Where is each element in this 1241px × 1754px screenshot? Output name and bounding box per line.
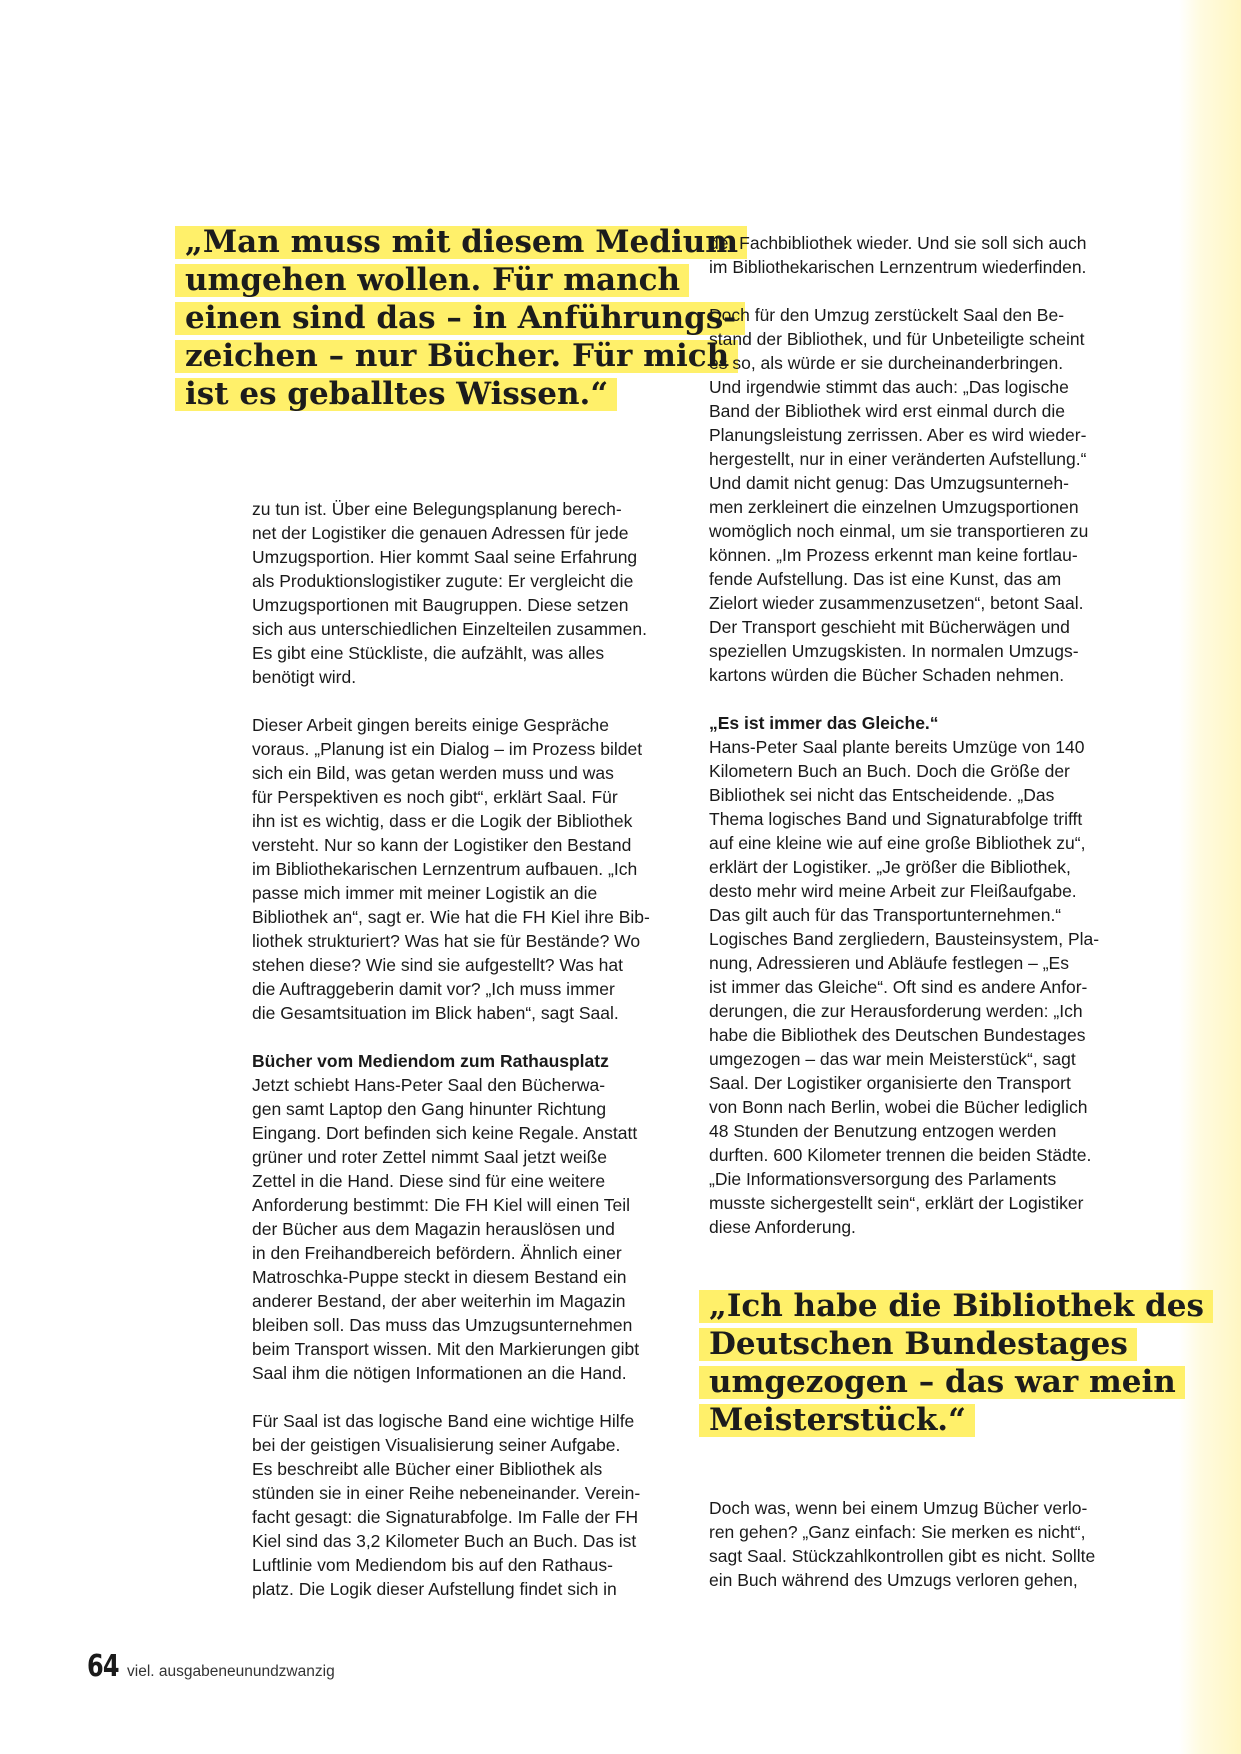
text-line: passe mich immer mit meiner Logistik an die: [252, 883, 598, 903]
text-line: umgehen wollen. Für manch: [175, 264, 689, 297]
text-line: versteht. Nur so kann der Logistiker den Bestand: [252, 835, 632, 855]
text-line: Umzugsportionen mit Baugruppen. Diese setzen: [252, 595, 629, 615]
text-line: Für Saal ist das logische Band eine wichtige Hilfe: [252, 1411, 635, 1431]
text-line: Und damit nicht genug: Das Umzugsunterneh-: [709, 473, 1069, 493]
pull-quote-1: [185, 226, 747, 416]
text-line: Anforderung bestimmt: Die FH Kiel will einen Teil: [252, 1195, 631, 1215]
text-line: im Bibliothekarischen Lernzentrum wiederfinden.: [709, 257, 1087, 277]
text-line: „Die Informationsversorgung des Parlaments: [709, 1169, 1057, 1189]
text-line: ist immer das Gleiche“. Oft sind es andere Anfor-: [709, 977, 1088, 997]
right-column: [709, 231, 1139, 1239]
right-paragraph-3: [709, 735, 1139, 1239]
text-line: „Man muss mit diesem Medium: [175, 226, 747, 259]
text-line: der Bücher aus dem Magazin herauslösen und: [252, 1219, 615, 1239]
right-paragraph-4: [709, 1496, 1139, 1592]
text-line: liothek strukturiert? Was hat sie für Bestände? Wo: [252, 931, 641, 951]
text-line: als Produktionslogistiker zugute: Er vergleicht die: [252, 571, 634, 591]
text-line: Saal ihm die nötigen Informationen an die Hand.: [252, 1363, 627, 1383]
left-paragraph-1: [252, 497, 682, 689]
text-line: die Auftraggeberin damit vor? „Ich muss immer: [252, 979, 615, 999]
text-line: habe die Bibliothek des Deutschen Bundestages: [709, 1025, 1086, 1045]
text-line: 48 Stunden der Benutzung entzogen werden: [709, 1121, 1057, 1141]
text-line: die Gesamtsituation im Blick haben“, sagt Saal.: [252, 1003, 619, 1023]
text-line: Logisches Band zergliedern, Bausteinsystem, Pla-: [709, 929, 1100, 949]
text-line: Thema logisches Band und Signaturabfolge trifft: [709, 809, 1083, 829]
text-line: bleiben soll. Das muss das Umzugsunternehmen: [252, 1315, 633, 1335]
text-line: Es beschreibt alle Bücher einer Bibliothek als: [252, 1459, 603, 1479]
text-line: stehen diese? Wie sind sie aufgestellt? Was hat: [252, 955, 623, 975]
text-line: musste sichergestellt sein“, erklärt der Logistiker: [709, 1193, 1084, 1213]
text-line: umgezogen – das war mein Meisterstück“, sagt: [709, 1049, 1076, 1069]
side-color-stripe: [1179, 0, 1241, 1754]
text-line: sich aus unterschiedlichen Einzelteilen zusammen.: [252, 619, 647, 639]
left-paragraph-2: [252, 713, 682, 1025]
text-line: derungen, die zur Herausforderung werden: „Ich: [709, 1001, 1083, 1021]
text-line: Das gilt auch für das Transportunternehmen.“: [709, 905, 1062, 925]
left-paragraph-3: [252, 1073, 682, 1385]
text-line: anderer Bestand, der aber weiterhin im Magazin: [252, 1291, 626, 1311]
text-line: Es gibt eine Stückliste, die aufzählt, was alles: [252, 643, 605, 663]
text-line: diese Anforderung.: [709, 1217, 856, 1237]
text-line: in den Freihandbereich befördern. Ähnlich einer: [252, 1243, 622, 1263]
text-line: für Perspektiven es noch gibt“, erklärt Saal. Für: [252, 787, 618, 807]
text-line: platz. Die Logik dieser Aufstellung findet sich in: [252, 1579, 617, 1599]
text-line: benötigt wird.: [252, 667, 357, 687]
text-line: facht gesagt: die Signaturabfolge. Im Falle der FH: [252, 1507, 639, 1527]
text-line: beim Transport wissen. Mit den Markierungen gibt: [252, 1339, 640, 1359]
right-column-end: [709, 1496, 1139, 1592]
left-subheading: Bücher vom Mediendom zum Rathausplatz: [252, 1051, 609, 1071]
text-line: Saal. Der Logistiker organisierte den Transport: [709, 1073, 1071, 1093]
text-line: sich ein Bild, was getan werden muss und was: [252, 763, 614, 783]
text-line: men zerkleinert die einzelnen Umzugsportionen: [709, 497, 1079, 517]
text-line: bei der geistigen Visualisierung seiner Aufgabe.: [252, 1435, 621, 1455]
text-line: Bibliothek sei nicht das Entscheidende. „Das: [709, 785, 1055, 805]
text-line: Dieser Arbeit gingen bereits einige Gespräche: [252, 715, 610, 735]
text-line: ist es geballtes Wissen.“: [175, 378, 617, 411]
left-column: [252, 497, 682, 1601]
text-line: Und irgendwie stimmt das auch: „Das logische: [709, 377, 1069, 397]
text-line: Zettel in die Hand. Diese sind für eine weitere: [252, 1171, 606, 1191]
text-line: Kiel sind das 3,2 Kilometer Buch an Buch. Das ist: [252, 1531, 637, 1551]
text-line: Deutschen Bundestages: [699, 1328, 1137, 1361]
text-line: auf eine kleine wie auf eine große Bibliothek zu“,: [709, 833, 1086, 853]
left-paragraph-4: [252, 1409, 682, 1601]
text-line: ihn ist es wichtig, dass er die Logik der Bibliothek: [252, 811, 633, 831]
text-line: Bibliothek an“, sagt er. Wie hat die FH Kiel ihre Bib-: [252, 907, 650, 927]
text-line: erklärt der Logistiker. „Je größer die Bibliothek,: [709, 857, 1071, 877]
text-line: „Ich habe die Bibliothek des: [699, 1290, 1213, 1323]
magazine-issue: viel. ausgabeneunundzwanzig: [127, 1663, 335, 1680]
page-number: 64: [87, 1649, 119, 1684]
text-line: zu tun ist. Über eine Belegungsplanung berech-: [252, 499, 622, 519]
text-line: im Bibliothekarischen Lernzentrum aufbauen. „Ich: [252, 859, 638, 879]
text-line: Hans-Peter Saal plante bereits Umzüge von 140: [709, 737, 1085, 757]
text-line: der Fachbibliothek wieder. Und sie soll sich auch: [709, 233, 1087, 253]
text-line: stand der Bibliothek, und für Unbeteiligte scheint: [709, 329, 1085, 349]
text-line: hergestellt, nur in einer veränderten Aufstellung.“: [709, 449, 1087, 469]
text-line: Jetzt schiebt Hans-Peter Saal den Bücherwa-: [252, 1075, 606, 1095]
text-line: Kilometern Buch an Buch. Doch die Größe der: [709, 761, 1070, 781]
text-line: grüner und roter Zettel nimmt Saal jetzt weiße: [252, 1147, 608, 1167]
text-line: Band der Bibliothek wird erst einmal durch die: [709, 401, 1066, 421]
text-line: Eingang. Dort befinden sich keine Regale. Anstatt: [252, 1123, 638, 1143]
text-line: Luftlinie vom Mediendom bis auf den Rathaus-: [252, 1555, 613, 1575]
page-footer: [87, 1649, 335, 1684]
text-line: Doch was, wenn bei einem Umzug Bücher verlo-: [709, 1498, 1088, 1518]
text-line: einen sind das – in Anführungs-: [175, 302, 745, 335]
text-line: stünden sie in einer Reihe nebeneinander. Verein-: [252, 1483, 641, 1503]
text-line: können. „Im Prozess erkennt man keine fortlau-: [709, 545, 1078, 565]
right-subheading: „Es ist immer das Gleiche.“: [709, 713, 939, 733]
text-line: von Bonn nach Berlin, wobei die Bücher lediglich: [709, 1097, 1088, 1117]
text-line: Meisterstück.“: [699, 1404, 975, 1437]
text-line: gen samt Laptop den Gang hinunter Richtung: [252, 1099, 607, 1119]
text-line: voraus. „Planung ist ein Dialog – im Prozess bildet: [252, 739, 643, 759]
text-line: Zielort wieder zusammenzusetzen“, betont Saal.: [709, 593, 1084, 613]
text-line: durften. 600 Kilometer trennen die beiden Städte.: [709, 1145, 1092, 1165]
text-line: fende Aufstellung. Das ist eine Kunst, das am: [709, 569, 1062, 589]
text-line: speziellen Umzugskisten. In normalen Umzugs-: [709, 641, 1079, 661]
text-line: Der Transport geschieht mit Bücherwägen und: [709, 617, 1070, 637]
text-line: nung, Adressieren und Abläufe festlegen – „Es: [709, 953, 1069, 973]
text-line: Doch für den Umzug zerstückelt Saal den Be-: [709, 305, 1065, 325]
text-line: ren gehen? „Ganz einfach: Sie merken es nicht“,: [709, 1522, 1086, 1542]
pull-quote-2: [709, 1290, 1213, 1442]
text-line: Matroschka-Puppe steckt in diesem Bestand ein: [252, 1267, 627, 1287]
text-line: umgezogen – das war mein: [699, 1366, 1185, 1399]
text-line: desto mehr wird meine Arbeit zur Fleißaufgabe.: [709, 881, 1077, 901]
right-paragraph-2: [709, 303, 1139, 687]
text-line: womöglich noch einmal, um sie transportieren zu: [709, 521, 1089, 541]
right-paragraph-1: [709, 231, 1139, 279]
text-line: Planungsleistung zerrissen. Aber es wird wieder-: [709, 425, 1087, 445]
text-line: net der Logistiker die genauen Adressen für jede: [252, 523, 629, 543]
text-line: es so, als würde er sie durcheinanderbringen.: [709, 353, 1064, 373]
text-line: zeichen – nur Bücher. Für mich: [175, 340, 738, 373]
text-line: ein Buch während des Umzugs verloren gehen,: [709, 1570, 1078, 1590]
text-line: Umzugsportion. Hier kommt Saal seine Erfahrung: [252, 547, 638, 567]
text-line: kartons würden die Bücher Schaden nehmen.: [709, 665, 1065, 685]
text-line: sagt Saal. Stückzahlkontrollen gibt es nicht. Sollte: [709, 1546, 1096, 1566]
